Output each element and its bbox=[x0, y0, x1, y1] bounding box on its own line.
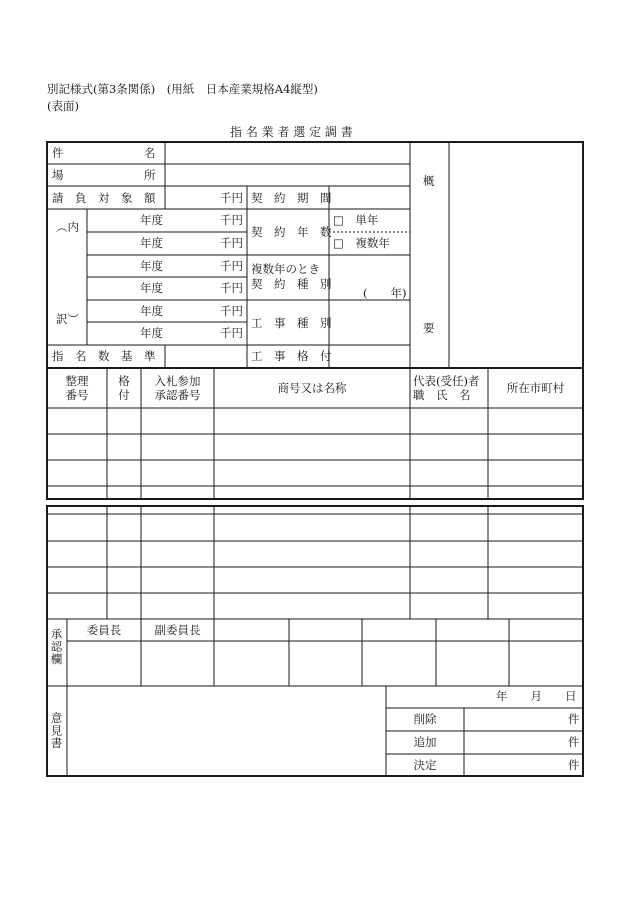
header-daihyo: 代表(受任)者 bbox=[413, 374, 480, 388]
label-keiyaku-shubetsu: 契 約 種 別 bbox=[251, 277, 332, 291]
label-nendo: 年度 bbox=[140, 259, 163, 273]
unit-senen: 千円 bbox=[220, 191, 243, 205]
label-chair: 委員長 bbox=[86, 623, 122, 637]
page-title: 指 名 業 者 選 定 調 書 bbox=[230, 125, 353, 139]
label-gaiyo-1: 概 bbox=[423, 174, 435, 188]
label-keiyaku-kikan: 契 約 期 間 bbox=[251, 191, 332, 205]
unit-senen: 千円 bbox=[220, 259, 243, 273]
unit-ken: 件 bbox=[568, 758, 580, 772]
unit-senen: 千円 bbox=[220, 304, 243, 318]
header-seiri: 整理 bbox=[65, 374, 89, 388]
label-nendo: 年度 bbox=[140, 213, 163, 227]
label-keiyaku-nensu: 契 約 年 数 bbox=[251, 225, 332, 239]
checkbox-fukusunen[interactable]: □ 複数年 bbox=[333, 236, 390, 250]
label-ukeoi: 請 負 対 象 額 bbox=[52, 191, 156, 205]
checkbox-tannen[interactable]: □ 単年 bbox=[333, 213, 379, 227]
label-tsuika: 追加 bbox=[413, 735, 437, 749]
label-kenmei: 件 名 bbox=[52, 146, 156, 160]
header-shonin-bango: 承認番号 bbox=[154, 388, 201, 402]
label-nendo: 年度 bbox=[140, 236, 163, 250]
label-koji-shubetsu: 工 事 種 別 bbox=[251, 316, 332, 330]
label-vice-chair: 副委員長 bbox=[154, 623, 201, 637]
front-side-label: (表面) bbox=[47, 99, 79, 113]
label-approval: 承認欄 bbox=[49, 628, 64, 666]
unit-ken: 件 bbox=[568, 712, 580, 726]
label-koji-kakuzuke: 工 事 格 付 bbox=[251, 349, 332, 363]
header-nyusatsu: 入札参加 bbox=[154, 374, 201, 388]
header-shogo: 商号又は名称 bbox=[277, 381, 347, 395]
header-shokushimei: 職 氏 名 bbox=[413, 388, 471, 402]
date-field: 年 月 日 bbox=[496, 689, 577, 703]
label-nendo: 年度 bbox=[140, 281, 163, 295]
label-gaiyo-2: 要 bbox=[423, 321, 435, 335]
label-nendo: 年度 bbox=[140, 326, 163, 340]
unit-senen: 千円 bbox=[220, 281, 243, 295]
label-nen-paren: ( 年) bbox=[363, 286, 407, 300]
header-bango: 番号 bbox=[65, 388, 89, 402]
unit-senen: 千円 bbox=[220, 236, 243, 250]
unit-senen: 千円 bbox=[220, 213, 243, 227]
unit-ken: 件 bbox=[568, 735, 580, 749]
label-sakujo: 削除 bbox=[413, 712, 437, 726]
form-designation: 別記様式(第3条関係) (用紙 日本産業規格A4縦型) bbox=[47, 82, 318, 96]
label-shimei-kijun: 指 名 数 基 準 bbox=[52, 349, 156, 363]
header-kaku: 格 bbox=[118, 374, 130, 388]
label-opinion: 意見書 bbox=[49, 712, 64, 750]
label-uchiwake-close: 訳︶ bbox=[56, 312, 79, 326]
header-shozai: 所在市町村 bbox=[506, 381, 565, 395]
label-basho: 場 所 bbox=[52, 168, 156, 182]
label-uchiwake-open: ︵内 bbox=[56, 220, 79, 234]
label-nendo: 年度 bbox=[140, 304, 163, 318]
header-zuke: 付 bbox=[118, 388, 130, 402]
unit-senen: 千円 bbox=[220, 326, 243, 340]
label-kettei: 決定 bbox=[413, 758, 437, 772]
label-fukusunen-toki: 複数年のとき bbox=[251, 262, 320, 276]
